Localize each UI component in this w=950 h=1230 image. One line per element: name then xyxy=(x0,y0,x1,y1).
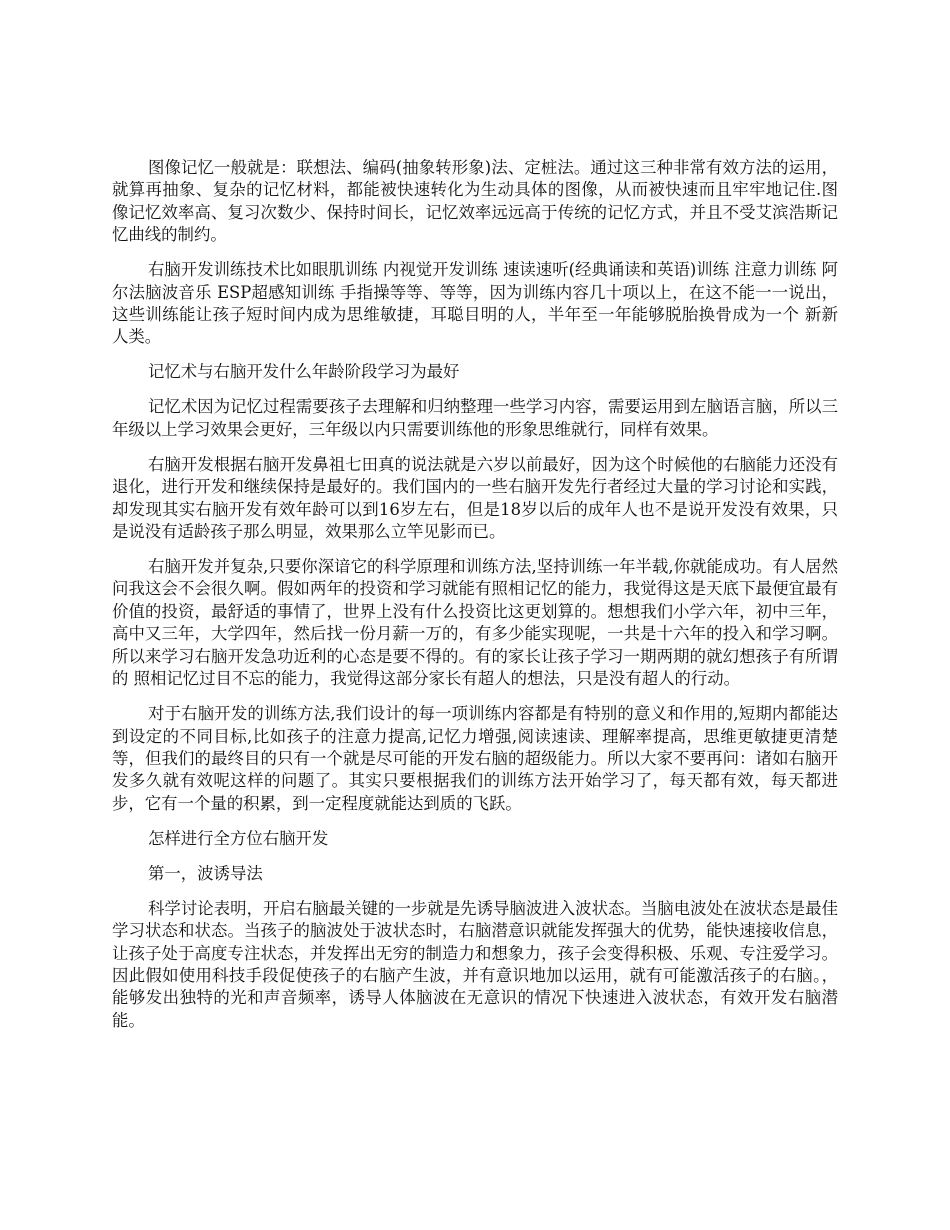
section-heading-best-age: 记忆术与右脑开发什么年龄阶段学习为最好 xyxy=(148,362,460,382)
document-body xyxy=(112,157,838,1045)
paragraph-wave-induction: 科学讨论表明，开启右脑最关键的一步就是先诱导脑波进入波状态。当脑电波处在波状态是最佳学习状态和状态。当孩子的脑波处于波状态时，右脑潜意识就能发挥强大的优势，能快速接收信息，让孩子处于高度专注状态，并发挥出无穷的制造力和想象力，孩子会变得积极、乐观、专注爱学习。因此假如使用科技手段促使孩子的右脑产生波，并有意识地加以运用，就有可能激活孩子的右脑。，能够发出独特的光和声音频率，诱导人体脑波在无意识的情况下快速进入波状态，有效开发右脑潜能。 xyxy=(112,898,838,1030)
paragraph-training-methods: 对于右脑开发的训练方法,我们设计的每一项训练内容都是有特别的意义和作用的,短期内都能达到设定的不同目标,比如孩子的注意力提高,记忆力增强,阅读速读、理解率提高，思维更敏捷更清楚等，但我们的最终目的只有一个就是尽可能的开发右脑的超级能力。所以大家不要再问：诸如右脑开发多久就有效呢这样的问题了。其实只要根据我们的训练方法开始学习了，每天都有效，每天都进步，它有一个量的积累，到一定程度就能达到质的飞跃。 xyxy=(112,704,838,813)
paragraph-not-complicated: 右脑开发并复杂,只要你深谙它的科学原理和训练方法,坚持训练一年半载,你就能成功。有人居然问我这会不会很久啊。假如两年的投资和学习就能有照相记忆的能力，我觉得这是天底下最便宜最有价值的投资，最舒适的事情了，世界上没有什么投资比这更划算的。想想我们小学六年，初中三年，高中又三年，大学四年，然后找一份月薪一万的，有多少能实现呢，一共是十六年的投入和学习啊。所以来学习右脑开发急功近利的心态是要不得的。有的家长让孩子学习一期两期的就幻想孩子有所谓的 照相记忆过目不忘的能力，我觉得这部分家长有超人的想法，只是没有超人的行动。 xyxy=(112,557,838,689)
paragraph-memory-technique-age: 记忆术因为记忆过程需要孩子去理解和归纳整理一些学习内容，需要运用到左脑语言脑，所以三年级以上学习效果会更好，三年级以内只需要训练他的形象思维就行，同样有效果。 xyxy=(112,397,838,439)
subheading-wave-induction: 第一，波诱导法 xyxy=(148,863,263,883)
paragraph-right-brain-age: 右脑开发根据右脑开发鼻祖七田真的说法就是六岁以前最好，因为这个时候他的右脑能力还没有退化，进行开发和继续保持是最好的。我们国内的一些右脑开发先行者经过大量的学习讨论和实践，却发现其实右脑开发有效年龄可以到16岁左右，但是18岁以后的成年人也不是说开发没有效果，只是说没有适龄孩子那么明显，效果那么立竿见影而已。 xyxy=(112,454,838,542)
paragraph-image-memory: 图像记忆一般就是：联想法、编码(抽象转形象)法、定桩法。通过这三种非常有效方法的运用，就算再抽象、复杂的记忆材料，都能被快速转化为生动具体的图像，从而被快速而且牢牢地记住.图像记忆效率高、复习次数少、保持时间长，记忆效率远远高于传统的记忆方式，并且不受艾滨浩斯记忆曲线的制约。 xyxy=(112,158,838,245)
paragraph-right-brain-training: 右脑开发训练技术比如眼肌训练 内视觉开发训练 速读速听(经典诵读和英语)训练 注意力训练 阿尔法脑波音乐 ESP超感知训练 手指操等等、等等，因为训练内容几十项以上，在这不能一一说出，这些训练能让孩子短时间内成为思维敏捷，耳聪目明的人，半年至一年能够脱胎换骨成为一个 新新人类。 xyxy=(112,260,838,347)
section-heading-full-development: 怎样进行全方位右脑开发 xyxy=(148,828,329,848)
